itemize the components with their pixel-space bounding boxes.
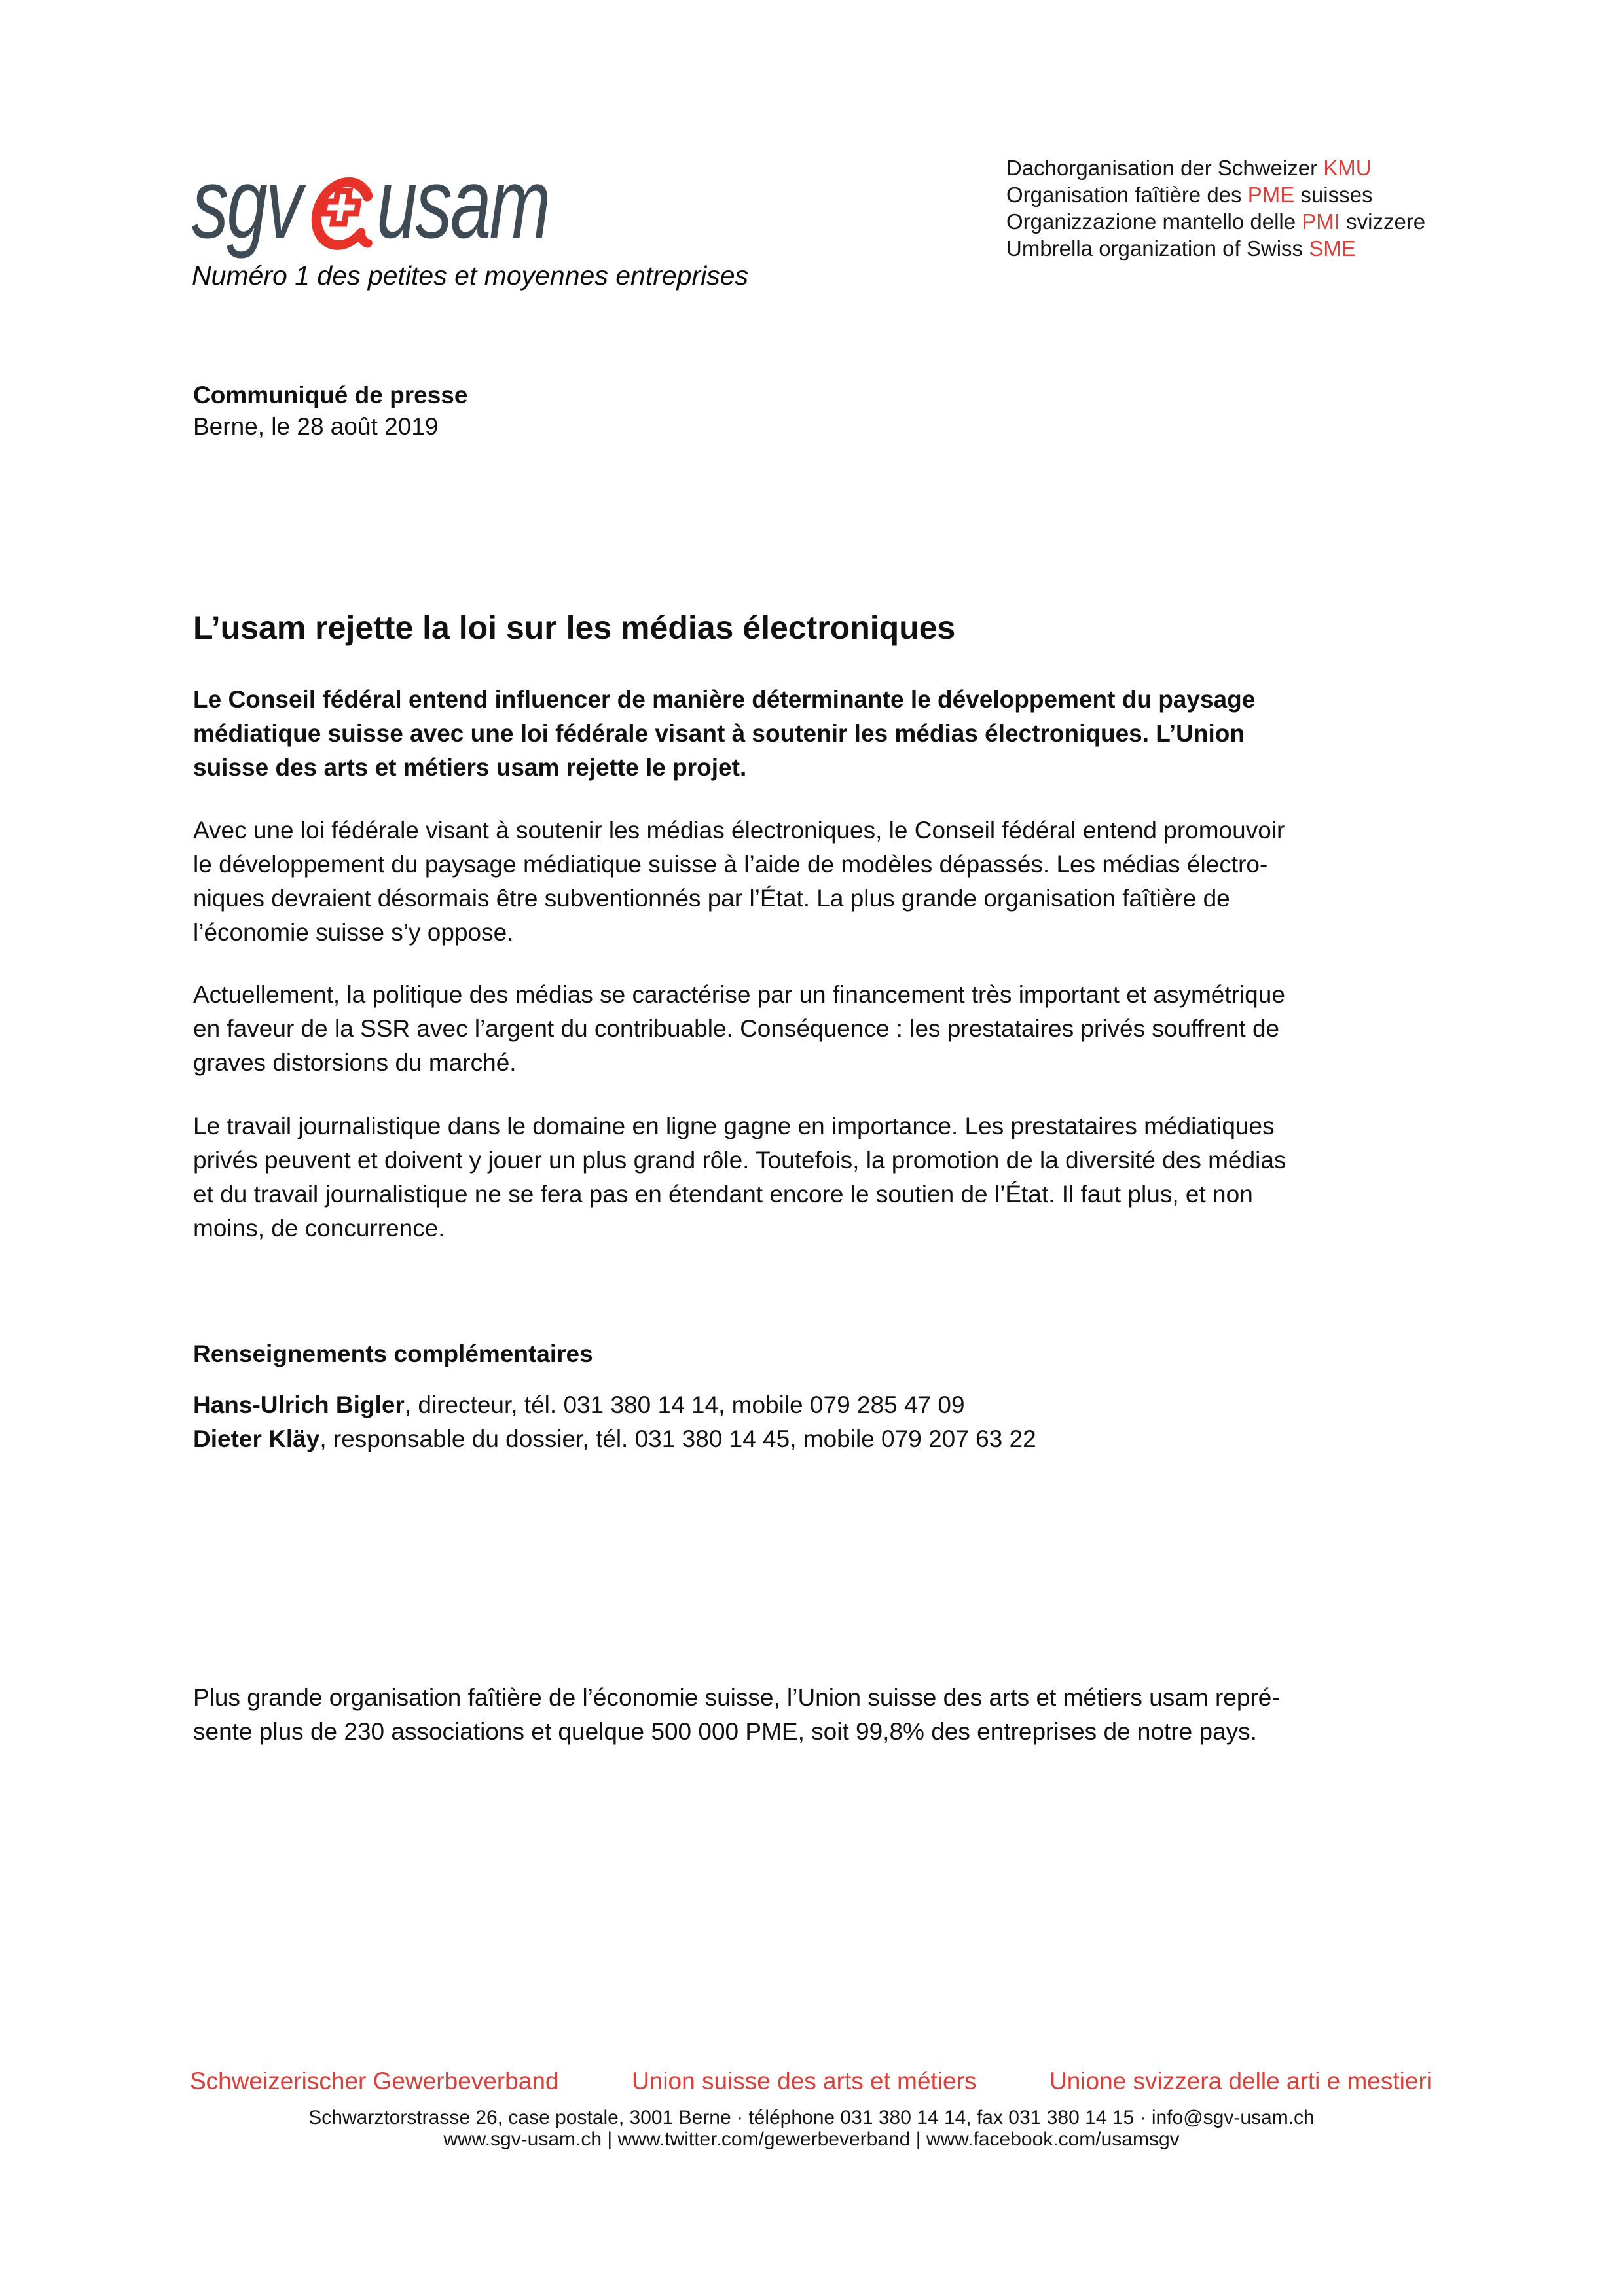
logo-text-sgv: sgv (192, 148, 301, 259)
footer-orgs (190, 2067, 1432, 2096)
doc-type: Communiqué de presse (193, 382, 468, 408)
footer-org-de: Schweizerischer Gewerbeverband (190, 2068, 559, 2094)
footer-org-fr: Union suisse des arts et métiers (632, 2068, 977, 2094)
logo-tagline: Numéro 1 des petites et moyennes entreprises (192, 260, 749, 291)
contact-heading: Renseignements complémentaires (193, 1340, 593, 1367)
swiss-cross-at-icon (305, 170, 373, 259)
org-highlight-sme: SME (1309, 236, 1356, 260)
body-line: Le travail journalistique dans le domaine en ligne gagne en importance. Les prestataires médiatiques (193, 1113, 1275, 1139)
paragraph-1 (193, 814, 1285, 950)
footer-org-it: Unione svizzera delle arti e mestieri (1049, 2068, 1432, 2094)
boilerplate (193, 1681, 1280, 1749)
lead-line: Le Conseil fédéral entend influencer de manière déterminante le développement du paysage (193, 686, 1256, 713)
contact-details: , directeur, tél. 031 380 14 14, mobile 079 285 47 09 (404, 1391, 965, 1418)
org-line-en: Umbrella organization of Swiss SME (1006, 236, 1356, 260)
body-line: Actuellement, la politique des médias se caractérise par un financement très important et asymétrique (193, 981, 1285, 1008)
contact-list (193, 1388, 1036, 1456)
paragraph-2 (193, 978, 1285, 1080)
logo-text-usam: usam (376, 148, 549, 259)
body-line: Avec une loi fédérale visant à soutenir les médias électroniques, le Conseil fédéral entend promouvoir (193, 817, 1285, 844)
body-line: privés peuvent et doivent y jouer un plus grand rôle. Toutefois, la promotion de la diversité des médias (193, 1147, 1286, 1174)
org-highlight-pmi: PMI (1302, 209, 1340, 234)
boilerplate-line: sente plus de 230 associations et quelque 500 000 PME, soit 99,8% des entreprises de notre pays. (193, 1718, 1257, 1745)
footer-links: www.sgv-usam.ch | www.twitter.com/gewerbeverband | www.facebook.com/usamsgv (443, 2128, 1180, 2150)
contact-person (193, 1388, 1036, 1422)
body-line: niques devraient désormais être subventionnés par l’État. La plus grande organisation faîtière de (193, 885, 1230, 912)
body-line: en faveur de la SSR avec l’argent du contribuable. Conséquence : les prestataires privés souffrent de (193, 1015, 1280, 1042)
lead-line: suisse des arts et métiers usam rejette le projet. (193, 754, 747, 781)
body-line: le développement du paysage médiatique suisse à l’aide de modèles dépassés. Les médias électro- (193, 851, 1268, 878)
paragraph-3 (193, 1109, 1286, 1246)
body-line: et du travail journalistique ne se fera pas en étendant encore le soutien de l’État. Il faut plus, et non (193, 1181, 1253, 1208)
page-title: L’usam rejette la loi sur les médias électroniques (193, 609, 956, 646)
contact-person (193, 1422, 1036, 1456)
contact-name: Hans-Ulrich Bigler (193, 1391, 405, 1418)
umbrella-org-block (1006, 154, 1425, 262)
body-line: l’économie suisse s’y oppose. (193, 919, 514, 946)
org-line-fr: Organisation faîtière des PME suisses (1006, 183, 1373, 207)
org-line-it: Organizzazione mantello delle PMI svizzere (1006, 209, 1426, 234)
dateline: Berne, le 28 août 2019 (193, 413, 439, 440)
contact-details: , responsable du dossier, tél. 031 380 14 45, mobile 079 207 63 22 (319, 1426, 1036, 1452)
org-highlight-pme: PME (1247, 183, 1295, 207)
boilerplate-line: Plus grande organisation faîtière de l’économie suisse, l’Union suisse des arts et métiers usam repré- (193, 1684, 1280, 1711)
footer-address: Schwarztorstrasse 26, case postale, 3001 Berne · téléphone 031 380 14 14, fax 031 380 14 15 · info@sgv-usam.ch (308, 2107, 1315, 2128)
body-line: graves distorsions du marché. (193, 1049, 517, 1076)
contact-name: Dieter Kläy (193, 1426, 320, 1452)
doc-meta (193, 380, 467, 442)
body-line: moins, de concurrence. (193, 1215, 445, 1242)
lead-line: médiatique suisse avec une loi fédérale visant à soutenir les médias électroniques. L’Union (193, 720, 1245, 747)
lead-paragraph (193, 683, 1255, 785)
org-line-de: Dachorganisation der Schweizer KMU (1006, 156, 1372, 180)
org-highlight-kmu: KMU (1323, 156, 1372, 180)
